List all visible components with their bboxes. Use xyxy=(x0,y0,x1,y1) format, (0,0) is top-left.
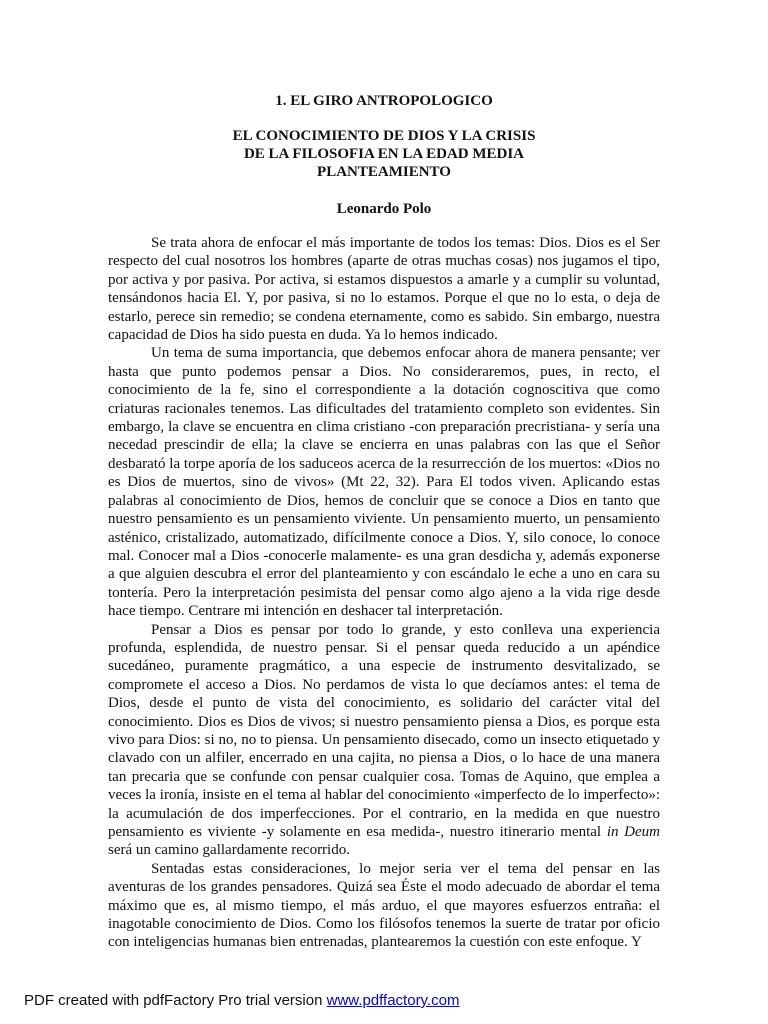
body-text xyxy=(108,234,660,952)
subtitle-line: DE LA FILOSOFIA EN LA EDAD MEDIA xyxy=(243,146,525,162)
subtitle-block xyxy=(108,127,660,181)
document-headings xyxy=(108,92,660,218)
subtitle-line: PLANTEAMIENTO xyxy=(317,164,451,180)
chapter-title: 1. EL GIRO ANTROPOLOGICO xyxy=(275,93,493,109)
paragraph: Se trata ahora de enfocar el más importante de todos los temas: Dios. Dios es el Ser respecto del cual nosotros los hombres (aparte de otras muchas cosas) nos jugamos el tipo, por activa y por pasiva. Por activa, si estamos dispuestos a amarle y a cumplir su voluntad, tensándonos hacia El. Y, por pasiva, si no lo estamos. Porque el que no lo esta, o deja de estarlo, perece sin remedio; se condena eternamente, como es sabido. Sin embargo, nuestra capacidad de Dios ha sido puesta en duda. Ya lo hemos indicado. xyxy=(108,235,660,344)
paragraph-tail: será un camino gallardamente recorrido. xyxy=(108,842,350,859)
author-name: Leonardo Polo xyxy=(336,201,432,217)
paragraph: Un tema de suma importancia, que debemos enfocar ahora de manera pensante; ver hasta que punto podemos pensar a Dios. No consideraremos, pues, in recto, el conocimiento de la fe, sino el correspondiente a la dotación cognoscitiva que como criaturas racionales tenemos. Las dificultades del tratamiento completo son evidentes. Sin embargo, la clave se encuentra en clima cristiano -con preparación precristiana- y sería una necedad prescindir de ella; la clave se encierra en unas palabras con las que el Señor desbarató la torpe aporía de los saduceos acerca de la resurrección de los muertos: «Dios no es Dios de muertos, sino de vivos» (Mt 22, 32). Para El todos viven. Aplicando estas palabras al conocimiento de Dios, hemos de concluir que se conoce a Dios en tanto que nuestro pensamiento es un pensamiento viviente. Un pensamiento muerto, un pensamiento asténico, cristalizado, automatizado, difícilmente conoce a Dios. Y, silo conoce, lo conoce mal. Conocer mal a Dios -conocerle malamente- es una gran desdicha y, además exponerse a que alguien descubra el error del planteamiento y con escándalo le eche a uno en cara su tontería. Pero la interpretación pesimista del pensar como algo ajeno a la vida rige desde hace tiempo. Centrare mi intención en deshacer tal interpretación. xyxy=(108,345,660,620)
paragraph: Sentadas estas consideraciones, lo mejor seria ver el tema del pensar en las aventuras de los grandes pensadores. Quizá sea Éste el modo adecuado de abordar el tema máximo que es, al mismo tiempo, el más arduo, el que mayores esfuerzos entraña: el inagotable conocimiento de Dios. Como los filósofos tenemos la suerte de tratar por oficio con inteligencias humanas bien entrenadas, plantearemos la cuestión con este enfoque. Y xyxy=(108,860,660,951)
footer-text: PDF created with pdfFactory Pro trial version xyxy=(24,992,323,1009)
pdffactory-link[interactable]: www.pdffactory.com xyxy=(326,992,460,1009)
italic-phrase: in Deum xyxy=(606,824,661,840)
paragraph-text: Pensar a Dios es pensar por todo lo grande, y esto conlleva una experiencia profunda, esplendida, de nuestro pensar. Si el pensar queda reducido a un apéndice sucedáneo, puramente pragmático, a una especie de instrumento desvitalizado, se compromete el acceso a Dios. No perdamos de vista lo que decíamos antes: el tema de Dios, desde el punto de vista del conocimiento, es solidario del carácter vital del conocimiento. Dios es Dios de vivos; si nuestro pensamiento piensa a Dios, es porque esta vivo para Dios: si no, no to piensa. Un pensamiento disecado, como un insecto etiquetado y clavado con un alfiler, encerrado en una cajita, no piensa a Dios, o lo hace de una manera tan precaria que se confunde con pensar cualquier cosa. Tomas de Aquino, que emplea a veces la ironía, insiste en el tema al hablar del conocimiento «imperfecto de lo imperfecto»: la acumulación de dos imperfecciones. Por el contrario, en la medida en que nuestro pensamiento es viviente -y solamente en esa medida-, nuestro itinerario mental xyxy=(108,621,660,840)
subtitle-line: EL CONOCIMIENTO DE DIOS Y LA CRISIS xyxy=(232,128,536,144)
pdf-footer xyxy=(24,992,459,1009)
paragraph xyxy=(108,621,660,860)
